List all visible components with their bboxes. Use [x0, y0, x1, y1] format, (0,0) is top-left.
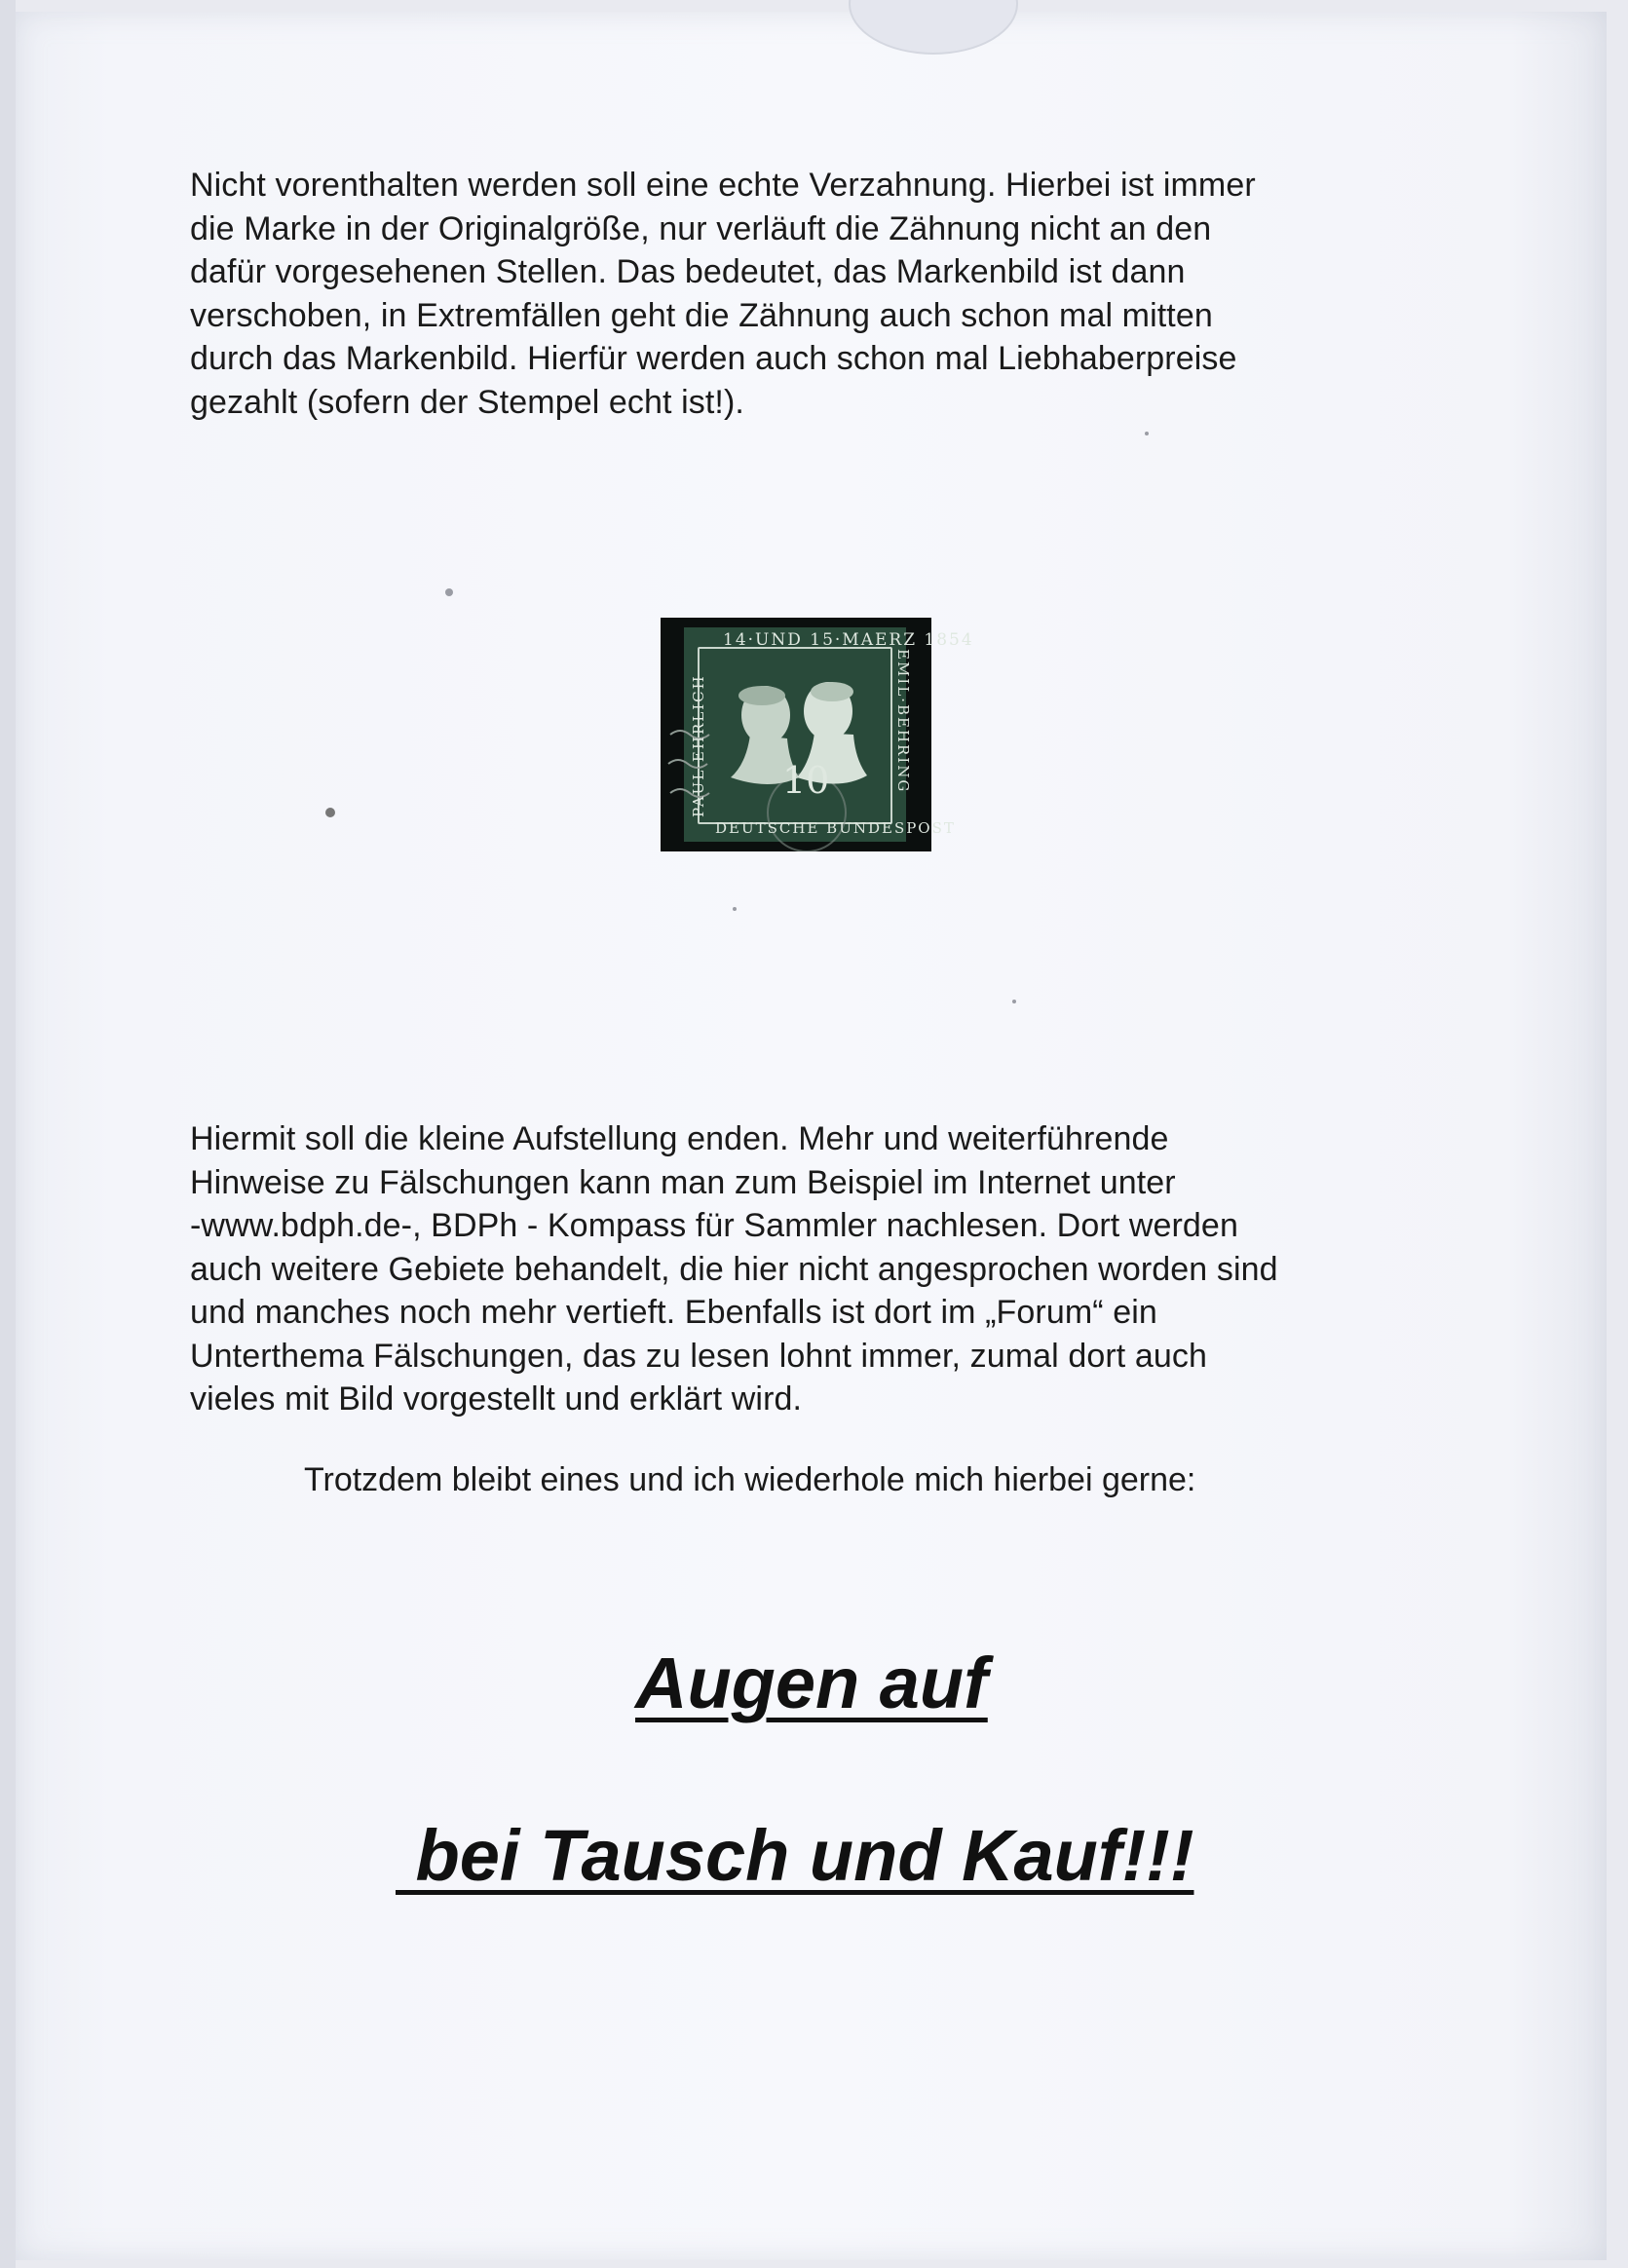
dust-speck [733, 907, 737, 911]
stamp-bottom-inscription: DEUTSCHE BUNDESPOST [715, 819, 956, 837]
intro-paragraph: Nicht vorenthalten werden soll eine echte Verzahnung. Hierbei ist immer die Marke in der Originalgröße, nur verläuft die Zähnung nicht an den dafür vorgesehenen Stellen. Das bedeutet, das Markenbild ist dann verschoben, in Extremfällen geht die Zähnung auch schon mal mitten durch das Markenbild. Hierfür werden auch schon mal Liebhaberpreise gezahlt (sofern der Stempel echt ist!). [190, 167, 1256, 421]
dust-speck [1012, 1000, 1016, 1003]
closing-line: Trotzdem bleibt eines und ich wiederhole mich hierbei gerne: [304, 1461, 1196, 1498]
slogan-line-1: Augen auf [635, 1643, 988, 1723]
stamp-top-inscription: 14·UND 15·MAERZ 1854 [723, 630, 974, 650]
dust-speck [325, 808, 335, 817]
slogan-line-2: bei Tausch und Kauf!!! [396, 1815, 1194, 1896]
stamp-left-inscription: PAUL·EHRLICH [690, 674, 707, 817]
dust-speck [445, 588, 453, 596]
postage-stamp [661, 618, 974, 851]
page-left-edge [0, 0, 16, 2268]
stamp-right-inscription: EMIL·BEHRING [894, 649, 912, 794]
dust-speck [1145, 432, 1149, 435]
sleeve-notch [849, 0, 1018, 55]
stamp-value: 10 [782, 759, 830, 802]
outro-paragraph: Hiermit soll die kleine Aufstellung enden. Mehr und weiterführende Hinweise zu Fälschungen kann man zum Beispiel im Internet unter -www.bdph.de-, BDPh - Kompass für Sammler nachlesen. Dort werden auch weitere Gebiete behandelt, die hier nicht angesprochen worden sind und manches noch mehr vertieft. Ebenfalls ist dort im „Forum“ ein Unterthema Fälschungen, das zu lesen lohnt immer, zumal dort auch vieles mit Bild vorgestellt und erklärt wird. [190, 1120, 1278, 1418]
